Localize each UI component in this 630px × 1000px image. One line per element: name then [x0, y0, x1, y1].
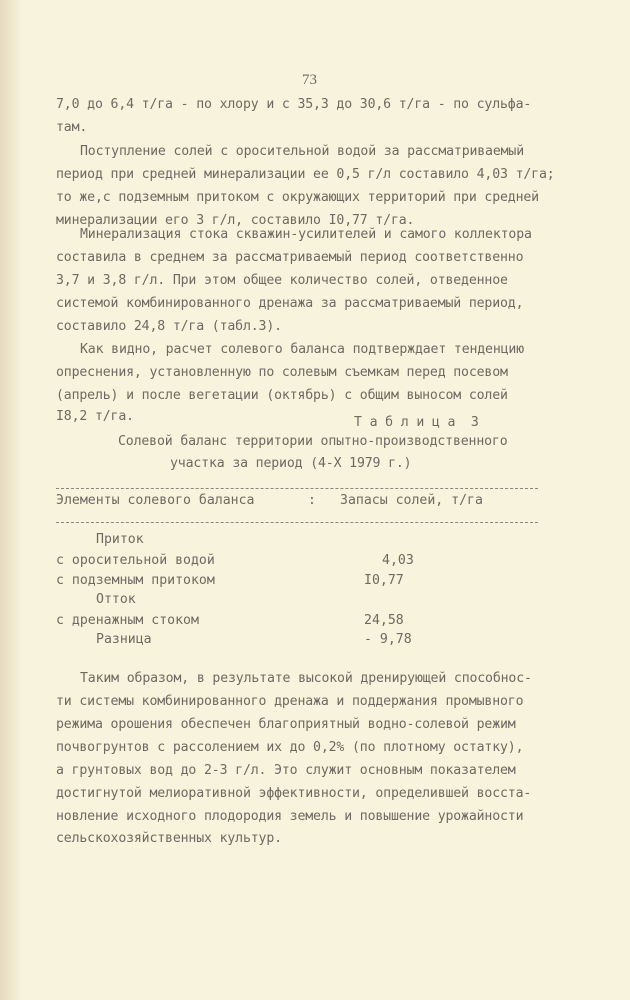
table-row-value: 24,58	[364, 613, 404, 628]
table-title-line1: Солевой баланс территории опытно-производственного	[118, 434, 508, 449]
paragraph-line: Минерализация стока скважин-усилителей и самого коллектора	[80, 227, 532, 242]
paragraph-line: там.	[56, 120, 88, 135]
table-row-label: с оросительной водой	[56, 553, 215, 568]
paragraph-line: ти системы комбинированного дренажа и поддержания промывного	[56, 694, 524, 709]
table-row-label: с дренажным стоком	[56, 613, 199, 628]
paragraph-line: сельскохозяйственных культур.	[56, 831, 282, 846]
paragraph-line: почвогрунтов с рассолением их до 0,2% (по плотному остатку),	[56, 740, 524, 755]
paragraph-line: новление исходного плодородия земель и повышение урожайности	[56, 809, 524, 824]
paragraph-line: (апрель) и после вегетации (октябрь) с общим выносом солей	[56, 388, 508, 403]
table-row-label: с подземным притоком	[56, 573, 215, 588]
table-group-inflow: Приток	[96, 532, 144, 547]
paragraph-line: 3,7 и 3,8 г/л. При этом общее количество солей, отведенное	[56, 273, 508, 288]
page-number: 73	[302, 72, 317, 88]
paragraph-line: опреснения, установленную по солевым съемкам перед посевом	[56, 365, 508, 380]
paragraph-line: а грунтовых вод до 2-3 г/л. Это служит основным показателем	[56, 763, 516, 778]
paragraph-line: Таким образом, в результате высокой дренирующей способнос-	[80, 671, 532, 686]
table-header-stocks: Запасы солей, т/га	[340, 493, 483, 508]
table-rule-top	[56, 488, 538, 489]
paragraph-line: системой комбинированного дренажа за рассматриваемый период,	[56, 296, 524, 311]
paragraph-line: I8,2 т/га.	[56, 409, 134, 424]
table-rule-bottom	[56, 522, 538, 523]
table-group-outflow: Отток	[96, 592, 136, 607]
paragraph-line: Как видно, расчет солевого баланса подтверждает тенденцию	[80, 342, 525, 357]
paragraph-line: период при средней минерализации ее 0,5 г/л составило 4,03 т/га;	[56, 167, 555, 182]
table-label: Т а б л и ц а 3	[354, 415, 479, 430]
paragraph-line: 7,0 до 6,4 т/га - по хлору и с 35,3 до 30,6 т/га - по сульфа-	[56, 97, 532, 112]
paragraph-line: составила в среднем за рассматриваемый период соответственно	[56, 250, 524, 265]
table-row-value: - 9,78	[364, 632, 412, 647]
paragraph-line: составило 24,8 т/га (табл.3).	[56, 319, 282, 334]
table-group-difference: Разница	[96, 632, 152, 647]
paragraph-line: достигнутой мелиоративной эффективности, определившей восста-	[56, 786, 532, 801]
table-header-separator: :	[308, 493, 316, 508]
table-row-value: I0,77	[364, 573, 404, 588]
table-title-line2: участка за период (4-X 1979 г.)	[170, 456, 412, 471]
paragraph-line: Поступление солей с оросительной водой за рассматриваемый	[80, 144, 525, 159]
paragraph-line: то же,с подземным притоком с окружающих территорий при средней	[56, 190, 539, 205]
table-header-elements: Элементы солевого баланса	[56, 493, 255, 508]
table-row-value: 4,03	[382, 553, 414, 568]
paragraph-line: режима орошения обеспечен благоприятный водно-солевой режим	[56, 717, 516, 732]
paragraph-line: минерализации его 3 г/л, составило I0,77 т/га.	[56, 213, 415, 228]
